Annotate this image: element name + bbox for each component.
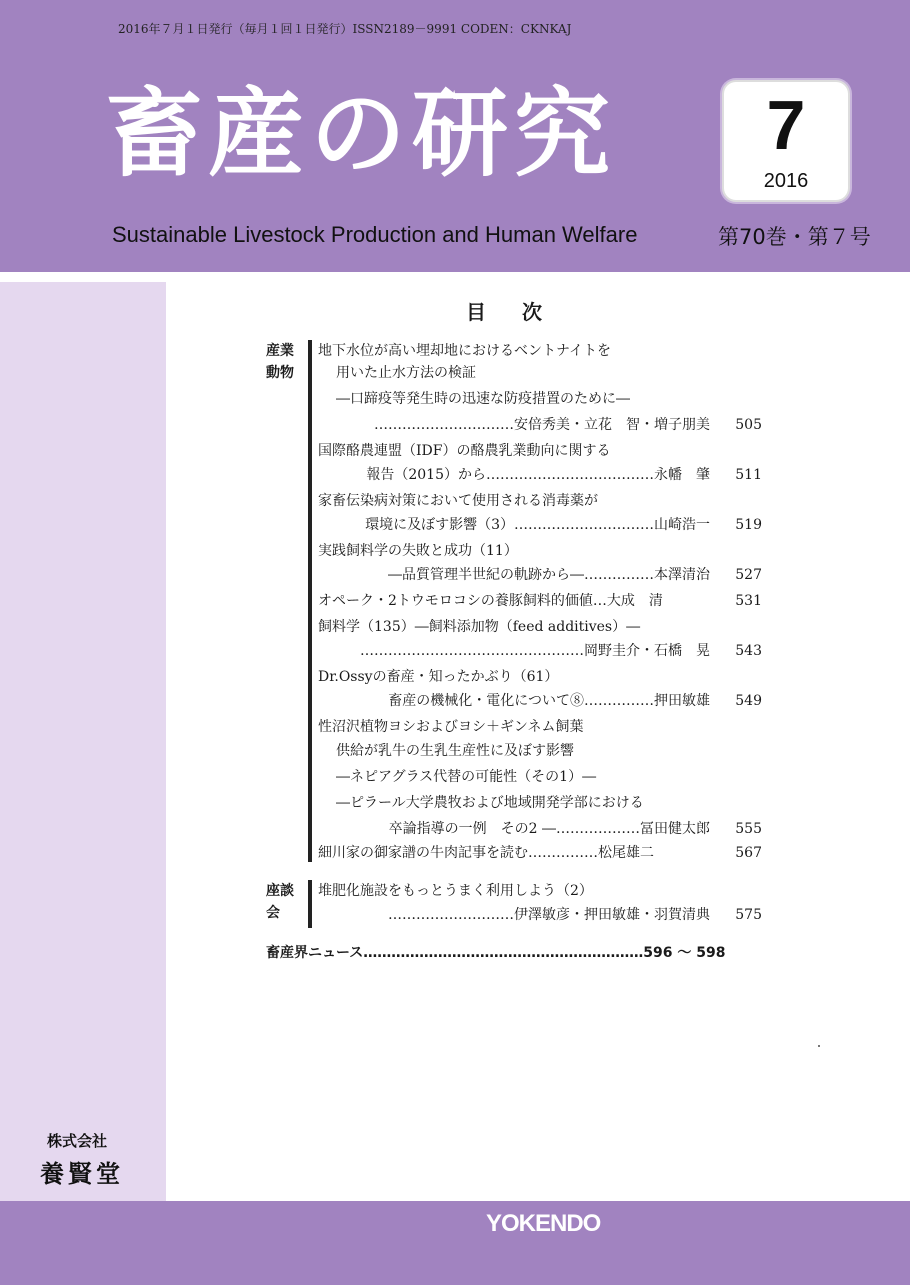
toc-line: 細川家の御家譜の牛肉記事を読む……………松尾雄二 xyxy=(318,845,654,861)
toc-line: 飼料学（135）―飼料添加物（feed additives）― xyxy=(318,619,641,635)
toc-line: 家畜伝染病対策において使用される消毒薬が xyxy=(318,493,598,509)
footer-band xyxy=(0,1201,910,1285)
issue-year: 2016 xyxy=(763,170,809,192)
publisher-type: 株式会社 xyxy=(47,1132,108,1150)
toc-line: 性沼沢植物ヨシおよびヨシ＋ギンネム飼葉 xyxy=(318,719,584,735)
toc-page-number: 505 xyxy=(735,417,762,433)
journal-title: 畜産の研究 xyxy=(106,78,616,190)
toc-line: 供給が乳牛の生乳生産性に及ぼす影響 xyxy=(336,743,574,759)
toc-authors: ―品質管理半世紀の軌跡から―……………本澤清治 xyxy=(388,567,710,583)
toc-line: 用いた止水方法の検証 xyxy=(336,365,476,381)
toc-authors: 畜産の機械化・電化について⑧……………押田敏雄 xyxy=(388,693,710,709)
toc-line: 国際酪農連盟（IDF）の酪農乳業動向に関する xyxy=(318,443,611,459)
toc-heading: 目次 xyxy=(466,300,578,324)
toc-page-number: 575 xyxy=(735,907,762,923)
toc-line: Dr.Ossyの畜産・知ったかぶり（61） xyxy=(318,669,559,685)
toc-line: 実践飼料学の失敗と成功（11） xyxy=(318,543,518,559)
publisher-name: 養賢堂 xyxy=(40,1159,124,1188)
toc-page-number: 567 xyxy=(735,845,762,861)
toc-page-number: 519 xyxy=(735,517,762,533)
toc-page-number: 555 xyxy=(735,821,762,837)
toc-authors: 卒論指導の一例 その2 ―………………冨田健太郎 xyxy=(388,821,710,837)
toc-authors: …………………………………………岡野圭介・石橋 晃 xyxy=(360,643,710,659)
toc-authors: …………………………安倍秀美・立花 智・増子朋美 xyxy=(374,417,710,433)
toc-line: ―ピラール大学農牧および地域開発学部における xyxy=(336,795,644,811)
toc-page-number: 543 xyxy=(735,643,762,659)
scan-speck xyxy=(818,1045,820,1047)
toc-line: 地下水位が高い埋却地におけるベントナイトを xyxy=(318,343,612,359)
toc-line: オペーク・2トウモロコシの養豚飼料的価値…大成 清 xyxy=(318,593,663,609)
volume-number: 第70巻・第７号 xyxy=(718,225,871,249)
toc-authors: 報告（2015）から………………………………永幡 肇 xyxy=(366,467,710,483)
toc-line: ―ネピアグラス代替の可能性（その1）― xyxy=(336,769,597,785)
toc-page-number: 511 xyxy=(735,467,762,483)
toc-page-number: 531 xyxy=(735,593,762,609)
toc-authors: ………………………伊澤敏彦・押田敏雄・羽賀清典 xyxy=(388,907,710,923)
toc-news-line: 畜産界ニュース……………………………………………………596 ～ 598 xyxy=(266,945,726,961)
category-bar xyxy=(308,880,312,928)
toc-line: ―口蹄疫等発生時の迅速な防疫措置のために― xyxy=(336,391,630,407)
toc-authors: 環境に及ぼす影響（3）…………………………山崎浩一 xyxy=(365,517,710,533)
issue-box xyxy=(722,80,850,202)
category-industrial-animals: 産業 動物 xyxy=(266,343,294,381)
publication-info: 2016年７月１日発行（毎月１回１日発行）ISSN2189－9991 CODEN：CKNKAJ xyxy=(118,22,572,36)
toc-page-number: 527 xyxy=(735,567,762,583)
left-sidebar xyxy=(0,282,166,1202)
header-band xyxy=(0,0,910,272)
publisher-logo: YOKENDO xyxy=(486,1210,601,1237)
issue-number: 7 xyxy=(766,86,806,164)
toc-page-number: 549 xyxy=(735,693,762,709)
journal-subtitle: Sustainable Livestock Production and Human Welfare xyxy=(112,222,638,247)
category-roundtable: 座談 会 xyxy=(266,883,294,921)
category-bar xyxy=(308,340,312,862)
toc-line: 堆肥化施設をもっとうまく利用しよう（2） xyxy=(318,883,593,899)
